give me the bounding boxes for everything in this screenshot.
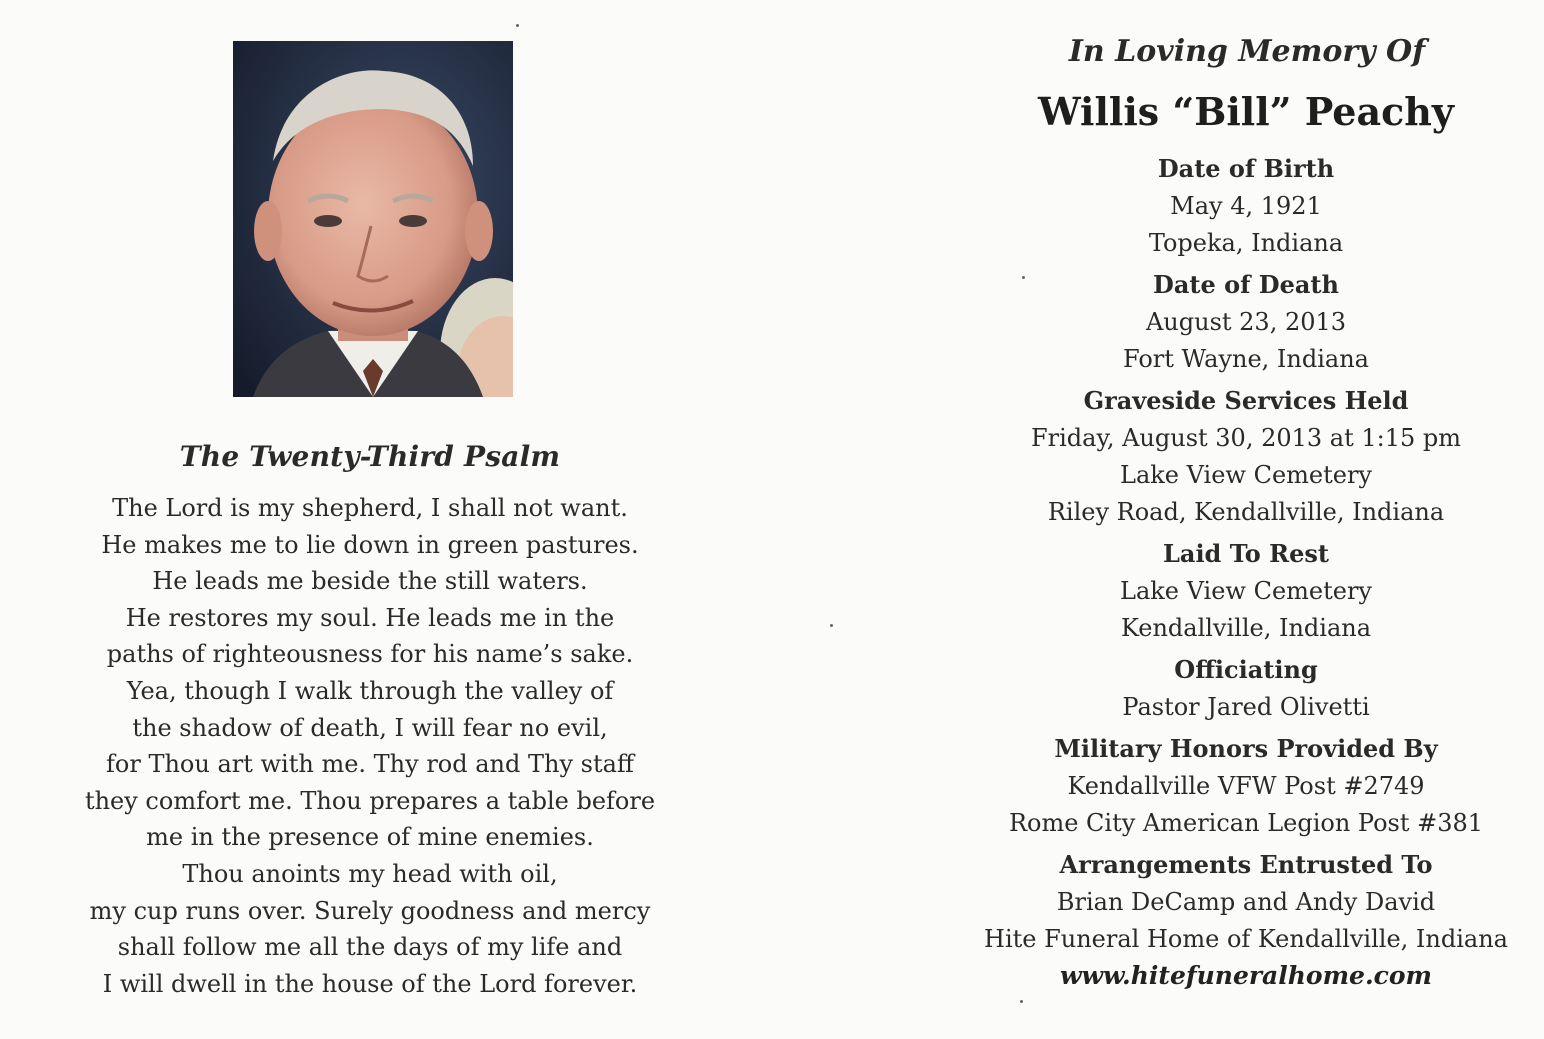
website-link[interactable]: www.hitefuneralhome.com <box>1059 961 1433 990</box>
print-speck <box>1022 276 1025 279</box>
section-heading: Officiating <box>1174 655 1318 684</box>
section-heading: Military Honors Provided By <box>1054 734 1438 763</box>
section-line: Kendallville, Indiana <box>1120 614 1372 642</box>
section-line: Lake View Cemetery <box>1120 577 1372 605</box>
psalm-line: He makes me to lie down in green pastures. <box>101 530 639 559</box>
section-line: Friday, August 30, 2013 at 1:15 pm <box>1030 424 1462 452</box>
section-services <box>915 382 1544 531</box>
section-line: Kendallville VFW Post #2749 <box>1067 772 1425 800</box>
psalm-line: paths of righteousness for his name’s sake. <box>106 640 634 669</box>
psalm-text <box>60 490 680 1002</box>
section-line: Pastor Jared Olivetti <box>1122 693 1370 721</box>
section-officiating <box>915 651 1544 726</box>
section-line: Riley Road, Kendallville, Indiana <box>1047 498 1445 526</box>
section-death <box>915 266 1544 378</box>
section-line: Topeka, Indiana <box>1148 229 1344 257</box>
psalm-line: He leads me beside the still waters. <box>152 567 588 596</box>
psalm-line: for Thou art with me. Thy rod and Thy staff <box>106 750 634 779</box>
section-heading: Date of Death <box>1153 270 1339 299</box>
psalm-line: Thou anoints my head with oil, <box>182 859 558 888</box>
section-heading: Graveside Services Held <box>1083 386 1409 415</box>
section-line: Rome City American Legion Post #381 <box>1008 809 1484 837</box>
section-line: Lake View Cemetery <box>1120 461 1372 489</box>
section-laid-to-rest <box>915 535 1544 647</box>
psalm-title: The Twenty-Third Psalm <box>179 440 561 473</box>
psalm-line: The Lord is my shepherd, I shall not want. <box>112 494 628 522</box>
section-birth <box>915 150 1544 262</box>
right-panel <box>915 0 1544 1039</box>
section-military-honors <box>915 730 1544 842</box>
print-speck <box>516 24 519 27</box>
section-line: Fort Wayne, Indiana <box>1123 345 1369 373</box>
section-heading: Laid To Rest <box>1163 539 1329 568</box>
memory-title: In Loving Memory Of <box>1068 34 1426 69</box>
psalm-line: Yea, though I walk through the valley of <box>126 676 614 705</box>
psalm-line: they comfort me. Thou prepares a table before <box>84 786 656 815</box>
section-arrangements <box>915 846 1544 994</box>
psalm-line: He restores my soul. He leads me in the <box>125 603 615 632</box>
details-list <box>915 150 1544 998</box>
print-speck <box>830 624 833 627</box>
psalm-line: I will dwell in the house of the Lord forever. <box>102 969 638 998</box>
section-line: Hite Funeral Home of Kendallville, Indiana <box>984 925 1508 953</box>
psalm-line: shall follow me all the days of my life and <box>117 933 623 962</box>
print-speck <box>1020 1000 1023 1003</box>
section-line: May 4, 1921 <box>1170 192 1322 220</box>
section-line: Brian DeCamp and Andy David <box>1056 888 1436 916</box>
deceased-name: Willis “Bill” Peachy <box>1038 89 1454 134</box>
left-panel <box>0 0 750 1039</box>
section-heading: Arrangements Entrusted To <box>1059 850 1433 879</box>
psalm-line: my cup runs over. Surely goodness and mercy <box>89 896 651 925</box>
section-line: August 23, 2013 <box>1145 308 1347 336</box>
section-heading: Date of Birth <box>1157 154 1335 183</box>
psalm-line: the shadow of death, I will fear no evil, <box>132 713 608 742</box>
psalm-line: me in the presence of mine enemies. <box>146 823 594 852</box>
portrait-photo <box>233 41 513 397</box>
